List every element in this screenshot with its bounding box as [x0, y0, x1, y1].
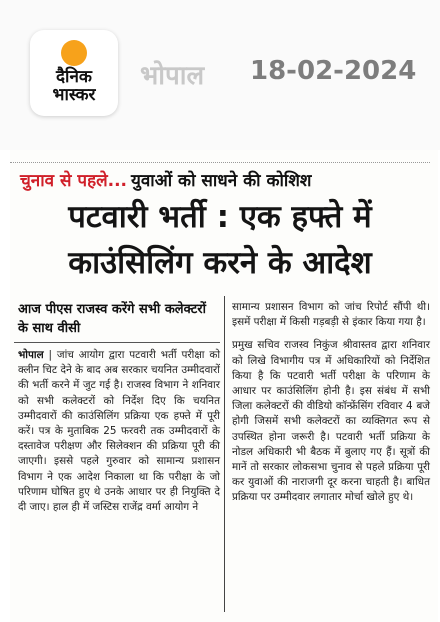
- kicker-black: युवाओं को साधने की कोशिश: [131, 171, 312, 191]
- logo-text-line2: भास्कर: [52, 85, 96, 105]
- dainik-bhaskar-logo[interactable]: [30, 30, 118, 116]
- column-divider: [224, 296, 225, 612]
- subheadline: आज पीएस राजस्व करेंगे सभी कलेक्टरों के साथ वीसी: [18, 302, 206, 336]
- logo-text-line1: दैनिक: [56, 67, 92, 87]
- column-1-body: जांच आयोग द्वारा पटवारी भर्ती परीक्षा को क्लीन चिट देने के बाद अब सरकार चयनित उम्मीदवारों की भर्ती करने में जुट गई है। राजस्व विभाग ने शनिवार को सभी कलेक्टरों को निर्देश दिए कि चयनित उम्मीदवारों की काउंसिलिंग प्रक्रिया एक हफ्ते में पूरी करें। पत्र के मुताबिक 25 फरवरी तक उम्मीदवारों के दस्तावेज परीक्षण और सिलेक्शन की प्रक्रिया पूरी की जाएगी। इससे पहले गुरुवार को सामान्य प्रशासन विभाग ने एक आदेश निकाला था कि परीक्षा के जो परिणाम घोषित हुए थे उनके आधार पर ही नियुक्ति दे दी जाए। हाल ही में जस्टिस राजेंद्र वर्मा आयोग ने: [18, 349, 221, 514]
- edition-city: भोपाल: [140, 61, 205, 91]
- edition-date: 18-02-2024: [250, 56, 417, 86]
- headline-line-1: पटवारी भर्ती : एक हफ्ते में: [68, 199, 372, 235]
- dateline: भोपाल: [18, 349, 44, 361]
- kicker-red: चुनाव से पहले: [20, 171, 108, 191]
- column-2-para-1: सामान्य प्रशासन विभाग को जांच रिपोर्ट सौंपी थी। इसमें परीक्षा में किसी गड़बड़ी से इंकार किया गया है।: [232, 301, 430, 329]
- sun-logo-icon: [61, 40, 87, 66]
- kicker: [20, 168, 311, 191]
- subhead-divider: [14, 342, 220, 343]
- headline-line-2: काउंसिलिंग करने के आदेश: [68, 245, 372, 281]
- top-divider: [10, 162, 430, 164]
- article-column-2: [232, 300, 430, 506]
- app-header: [0, 0, 440, 150]
- column-2-para-2: प्रमुख सचिव राजस्व निकुंज श्रीवास्तव द्वारा शनिवार को लिखे विभागीय पत्र में अधिकारियों को निर्देशित किया है कि पटवारी भर्ती परीक्षा के परिणाम के आधार पर काउंसिलिंग होनी है। इस संबंध में सभी जिला कलेक्टरों की वीडियो कॉन्फ्रेंसिंग रविवार 4 बजे होगी जिसमें सभी कलेक्टरों का व्यक्तिगत रूप से उपस्थित होना जरूरी है। पटवारी भर्ती प्रक्रिया के नोडल अधिकारी भी बैठक में बुलाए गए हैं। सूत्रों की मानें तो सरकार लोकसभा चुनाव से पहले प्रक्रिया पूरी कर युवाओं की नाराजगी दूर करना चाहती है। बाधित प्रक्रिया पर उम्मीदवार लगातार मोर्चा खोले हुए थे।: [232, 339, 430, 504]
- headline: [12, 194, 428, 286]
- article-column-1: भोपाल | जांच आयोग द्वारा पटवारी भर्ती परीक्षा को क्लीन चिट देने के बाद अब सरकार चयनित उम्मीदवारों की भर्ती करने में जुट गई है। राजस्व विभाग ने शनिवार को सभी कलेक्टरों को निर्देश दिए कि चयनित उम्मीदवारों की काउंसिलिंग प्रक्रिया एक हफ्ते में पूरी करें। पत्र के मुताबिक 25 फरवरी तक उम्मीदवारों के दस्तावेज परीक्षण और सिलेक्शन की प्रक्रिया पूरी की जाएगी। इससे पहले गुरुवार को सामान्य प्रशासन विभाग ने एक आदेश निकाला था कि परीक्षा के जो परिणाम घोषित हुए थे उनके आधार पर ही नियुक्ति दे दी जाए। हाल ही में जस्टिस राजेंद्र वर्मा आयोग ने: [18, 349, 221, 514]
- kicker-dots: ...: [107, 171, 127, 191]
